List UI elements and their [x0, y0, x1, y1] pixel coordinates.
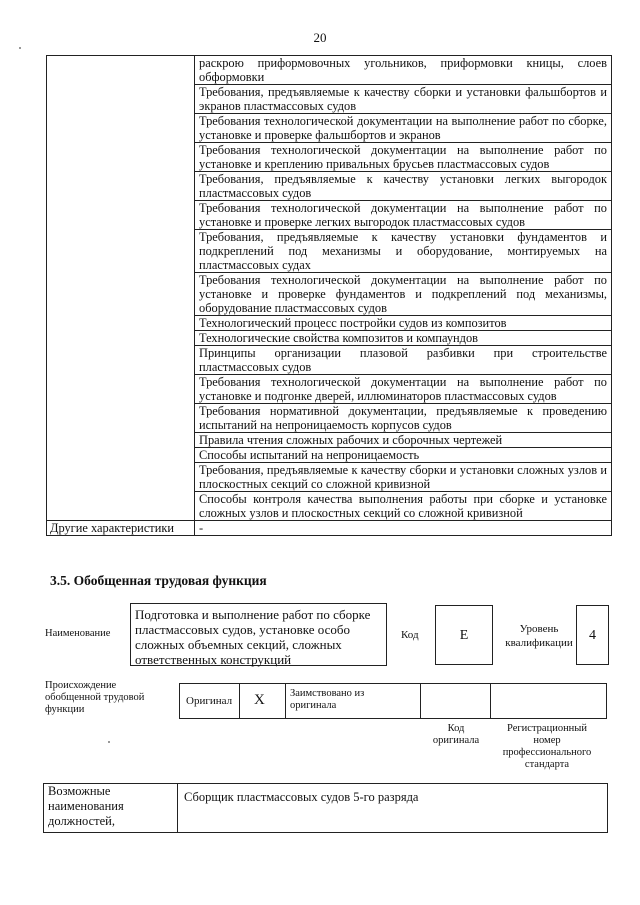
table-cell: Требования технологической документации на выполнение работ по установке и проверке фундаментов и подкреплений под механизмы, оборудование пластмассовых судов [195, 273, 612, 316]
section-title: 3.5. Обобщенная трудовая функция [50, 573, 267, 588]
positions-table [43, 783, 608, 833]
table-cell: раскрою приформовочных угольников, приформовки кницы, слоев обформовки [195, 56, 612, 85]
positions-label: Возможные наименования должностей, [44, 784, 178, 832]
table-cell: Правила чтения сложных рабочих и сборочных чертежей [195, 433, 612, 448]
table-cell: Требования технологической документации на выполнение работ по установке и подгонке дверей, иллюминаторов пластмассовых судов [195, 375, 612, 404]
positions-value: Сборщик пластмассовых судов 5-го разряда [184, 790, 419, 804]
code-label: Код [401, 629, 419, 641]
original-label: Оригинал [186, 695, 233, 707]
code-value: E [435, 605, 493, 665]
borrowed-cell [286, 684, 421, 718]
name-label: Наименование [45, 628, 111, 639]
borrowed-label: Заимствовано из оригинала [290, 688, 365, 711]
reg-number-caption: Регистрационный номер профессионального стандарта [502, 723, 592, 770]
code-original-caption: Код оригинала [432, 723, 480, 746]
other-characteristics-value: - [195, 521, 612, 536]
page-number: 20 [313, 30, 327, 45]
original-mark-cell [240, 684, 286, 718]
original-mark: X [254, 692, 265, 708]
table-cell: Технологические свойства композитов и компаундов [195, 331, 612, 346]
table-cell: Требования, предъявляемые к качеству сборки и установки фальшбортов и экранов пластмассовых судов [195, 85, 612, 114]
table-cell: Требования технологической документации на выполнение работ по сборке, установке и проверке фальшбортов и экранов [195, 114, 612, 143]
origin-label: Происхождение обобщенной трудовой функции [45, 680, 145, 715]
origin-table [179, 683, 607, 719]
other-characteristics-label: Другие характеристики [47, 521, 195, 536]
table-cell: Требования, предъявляемые к качеству установки фундаментов и подкреплений под механизмы и оборудование, монтируемых на пластмассовых судах [195, 230, 612, 273]
left-empty-cell [47, 56, 195, 521]
scan-dot [19, 47, 21, 49]
table-cell: Принципы организации плазовой разбивки при строительстве пластмассовых судов [195, 346, 612, 375]
table-cell: Способы испытаний на непроницаемость [195, 448, 612, 463]
table-cell: Способы контроля качества выполнения работы при сборке и установке сложных узлов и плоскостных секций со сложной кривизной [195, 492, 612, 521]
table-cell: Технологический процесс постройки судов из композитов [195, 316, 612, 331]
original-cell [180, 684, 240, 718]
level-label: Уровень квалификации [505, 623, 573, 649]
table-cell: Требования технологической документации на выполнение работ по установке и креплению привальных брусьев пластмассовых судов [195, 143, 612, 172]
table-row [47, 56, 612, 85]
code-original-cell [421, 684, 491, 718]
level-value: 4 [576, 605, 609, 665]
requirements-table [46, 55, 612, 536]
scan-dot [108, 741, 110, 743]
table-cell: Требования, предъявляемые к качеству сборки и установки сложных узлов и плоскостных секций со сложной кривизной [195, 463, 612, 492]
reg-number-cell [491, 684, 606, 718]
table-cell: Требования технологической документации на выполнение работ по установке и проверке легких выгородок пластмассовых судов [195, 201, 612, 230]
table-cell: Требования, предъявляемые к качеству установки легких выгородок пластмассовых судов [195, 172, 612, 201]
other-characteristics-row [47, 521, 612, 536]
function-name-box: Подготовка и выполнение работ по сборке пластмассовых судов, установке особо сложных объемных секций, сложных ответственных конструкций [130, 603, 387, 666]
table-cell: Требования нормативной документации, предъявляемые к проведению испытаний на непроницаемость корпусов судов [195, 404, 612, 433]
